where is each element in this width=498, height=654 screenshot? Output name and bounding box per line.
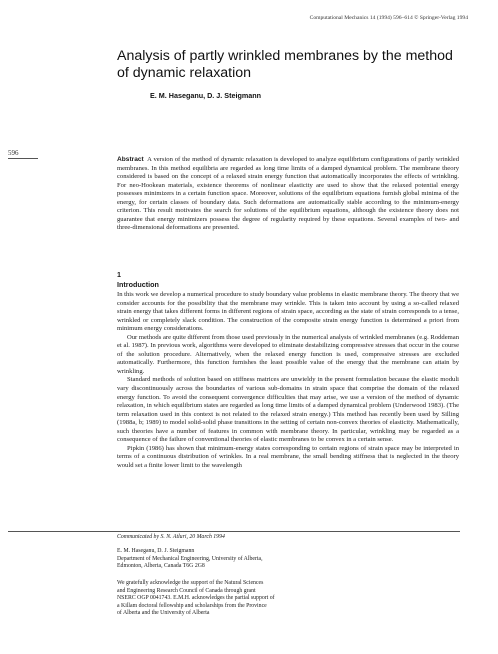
affiliation-line: Edmonton, Alberta, Canada T6G 2G8 (117, 563, 205, 570)
page-number-rule (8, 158, 38, 159)
page-number: 596 (8, 149, 19, 157)
affiliation-line: E. M. Haseganu, D. J. Steigmann (117, 548, 195, 554)
paragraph: In this work we develop a numerical procedure to study boundary value problems in elastic membrane theory. The theory that we consider accounts for the possibility that the membrane may wrinkle. This is taken into account by using a so-called relaxed strain energy that takes different forms in different regions of strain space, according as the state of strain corresponds to a tense, wrinkled or completely slack condition. The construction of the composite strain energy function is determined a priori from minimum energy considerations. (117, 291, 459, 333)
authors: E. M. Haseganu, D. J. Steigmann (150, 91, 262, 100)
paragraph: Pipkin (1986) has shown that minimum-energy states corresponding to certain regions of strain space may be interpreted in terms of a continuous distribution of wrinkles. In a real membrane, the small bending stiffness that is neglected in the theory would set a finite lower limit to the wavelength (117, 444, 459, 469)
abstract-text: A version of the method of dynamic relaxation is developed to analyze equilibrium configurations of partly wrinkled membranes. In this method equilibria are regarded as long time limits of a damped dynamical problem. The membrane theory considered is based on the concept of a relaxed strain energy function that automatically incorporates the effects of wrinkling. For neo-Hookean materials, existence theorems of nonlinear elasticity are used to show that the relaxed potential energy possesses minimizers in a certain function space. Moreover, solutions of the equilibrium equations furnish global minima of the energy, for certain classes of boundary data. Such deformations are automatically stable according to the minimum-energy criterion. This result motivates the search for solutions of the equilibrium equations, although the existence theory does not guarantee that energy minimizers possess the degree of regularity required by these equations. Several examples of two- and three-dimensional deformations are presented. (117, 156, 459, 231)
acknowledgement-line: NSERC OGP 0041743. E.M.H. acknowledges the partial support of (117, 595, 275, 602)
introduction-body (117, 291, 459, 470)
acknowledgement (117, 580, 347, 618)
affiliation (117, 548, 347, 571)
acknowledgement-line: a Killam doctoral fellowship and scholarships from the Province (117, 602, 267, 609)
footnote-rule (8, 531, 460, 532)
paragraph: Standard methods of solution based on stiffness matrices are unwieldy in the present formulation because the elastic moduli vary discontinuously across the boundaries of various sub-domains in strain space that comprise the domain of the relaxed energy function. To avoid the consequent convergence difficulties that may arise, we use a version of the method of dynamic relaxation, in which equilibrium states are regarded as long time limits of a damped dynamical problem (Underwood 1983). (The term relaxation used in this context is not related to the relaxed strain energy.) This method has recently been used by Silling (1988a, b; 1989) to model solid-solid phase transitions in the setting of certain non-convex theories of elasticity. Mathematically, such theories have a number of features in common with membrane theory. In particular, wrinkling may be regarded as a consequence of the failure of conventional theories of elastic membranes to be convex in a certain sense. (117, 376, 459, 444)
abstract-label: Abstract (117, 156, 144, 163)
title-line-1: Analysis of partly wrinkled membranes by the method (117, 48, 453, 64)
section-number: 1 (117, 270, 121, 279)
section-title: Introduction (117, 280, 159, 289)
acknowledgement-line: and Engineering Research Council of Canada through grant (117, 587, 256, 594)
abstract (117, 156, 459, 233)
acknowledgement-line: We gratefully acknowledge the support of the Natural Sciences (117, 580, 264, 586)
title-line-2: of dynamic relaxation (117, 65, 252, 81)
acknowledgement-line: of Alberta and the University of Alberta (117, 610, 210, 617)
communicated-by: Communicated by S. N. Atluri, 20 March 1994 (117, 534, 225, 540)
paragraph: Our methods are quite different from those used previously in the numerical analysis of wrinkled membranes (e.g. Roddeman et al. 1987). In previous work, algorithms were developed to eliminate destabilizing compressive stresses that occur in the course of the solution procedure. Alternatively, when the relaxed energy function is used, compressive stresses are excluded automatically. Furthermore, this function furnishes the least possible value of the energy that the membrane can attain by wrinkling. (117, 333, 459, 375)
affiliation-line: Department of Mechanical Engineering, University of Alberta, (117, 555, 263, 562)
journal-header: Computational Mechanics 14 (1994) 596–614 © Springer-Verlag 1994 (309, 15, 468, 21)
paper-title (117, 48, 477, 82)
